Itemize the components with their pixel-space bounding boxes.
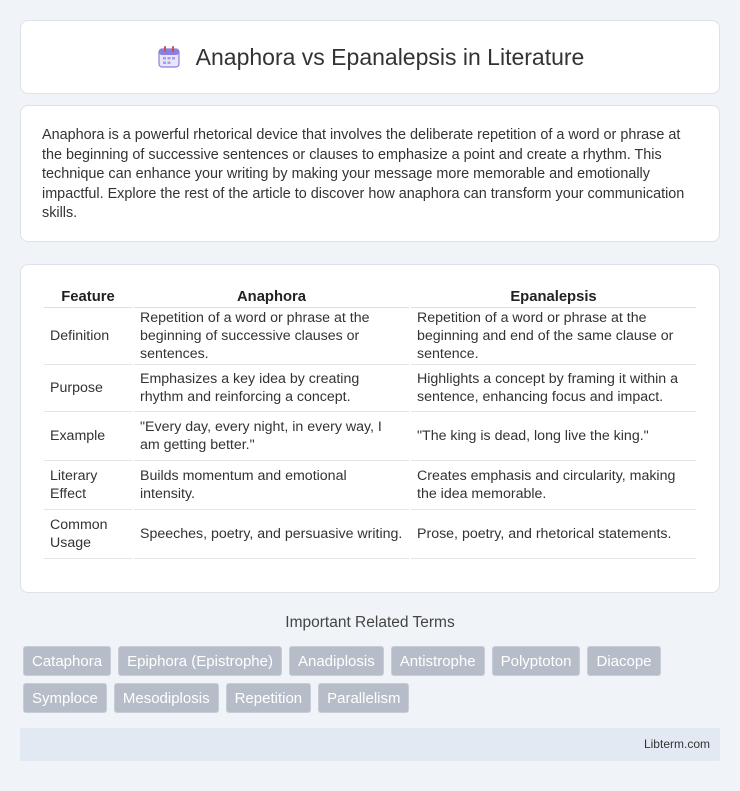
table-row — [44, 308, 696, 365]
header-anaphora: Anaphora — [134, 285, 409, 308]
related-term-tag[interactable]: Epiphora (Epistrophe) — [118, 646, 282, 676]
feature-cell: Literary Effect — [44, 461, 132, 510]
related-terms-title: Important Related Terms — [285, 614, 455, 631]
intro-paragraph: Anaphora is a powerful rhetorical device that involves the deliberate repetition of a word or phrase at the beginning of successive sentences or clauses to emphasize a point and create a rhythm. This technique can enhance your writing by making your message more memorable and emotionally impactful. Explore the rest of the article to discover how anaphora can transform your communication skills. — [42, 127, 685, 221]
epanalepsis-cell: Creates emphasis and circularity, making the idea memorable. — [411, 461, 696, 510]
footer — [20, 728, 720, 761]
epanalepsis-cell: Highlights a concept by framing it within a sentence, enhancing focus and impact. — [411, 365, 696, 412]
related-term-tag[interactable]: Antistrophe — [391, 646, 485, 676]
related-terms-list — [23, 646, 723, 713]
anaphora-cell: Speeches, poetry, and persuasive writing. — [134, 510, 409, 559]
anaphora-cell: Emphasizes a key idea by creating rhythm and reinforcing a concept. — [134, 365, 409, 412]
related-term-tag[interactable]: Repetition — [226, 683, 312, 713]
related-term-tag[interactable]: Mesodiplosis — [114, 683, 219, 713]
header-epanalepsis: Epanalepsis — [411, 285, 696, 308]
calendar-icon — [156, 44, 182, 70]
table-header-row — [44, 285, 696, 308]
comparison-table — [42, 285, 698, 559]
anaphora-cell: Repetition of a word or phrase at the beginning of successive clauses or sentences. — [134, 308, 409, 365]
related-term-tag[interactable]: Cataphora — [23, 646, 111, 676]
header-feature: Feature — [44, 285, 132, 308]
epanalepsis-cell: Prose, poetry, and rhetorical statements. — [411, 510, 696, 559]
epanalepsis-cell: "The king is dead, long live the king." — [411, 412, 696, 461]
related-term-tag[interactable]: Parallelism — [318, 683, 409, 713]
feature-cell: Definition — [44, 308, 132, 365]
title-card — [20, 20, 720, 94]
table-row — [44, 365, 696, 412]
comparison-card — [20, 264, 720, 593]
related-term-tag[interactable]: Symploce — [23, 683, 107, 713]
anaphora-cell: "Every day, every night, in every way, I am getting better." — [134, 412, 409, 461]
related-term-tag[interactable]: Anadiplosis — [289, 646, 384, 676]
intro-card — [20, 105, 720, 242]
epanalepsis-cell: Repetition of a word or phrase at the beginning and end of the same clause or sentence. — [411, 308, 696, 365]
table-row — [44, 510, 696, 559]
footer-site-link[interactable]: Libterm.com — [643, 737, 710, 751]
feature-cell: Common Usage — [44, 510, 132, 559]
page-title: Anaphora vs Epanalepsis in Literature — [195, 43, 585, 70]
related-term-tag[interactable]: Polyptoton — [492, 646, 581, 676]
related-term-tag[interactable]: Diacope — [587, 646, 660, 676]
table-row — [44, 412, 696, 461]
table-row — [44, 461, 696, 510]
feature-cell: Purpose — [44, 365, 132, 412]
feature-cell: Example — [44, 412, 132, 461]
anaphora-cell: Builds momentum and emotional intensity. — [134, 461, 409, 510]
